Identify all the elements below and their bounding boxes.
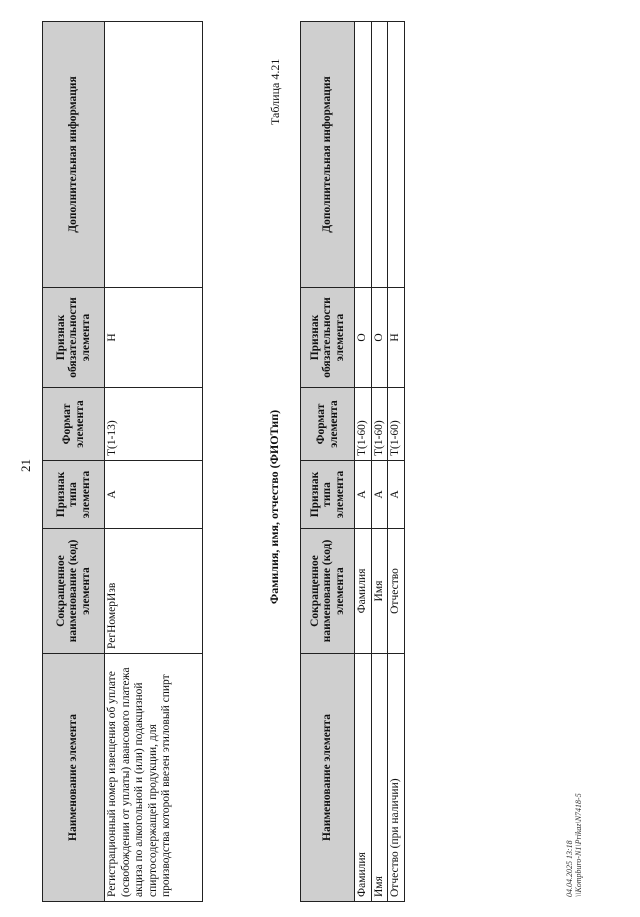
table-row bbox=[388, 22, 405, 902]
cell-info bbox=[105, 22, 203, 288]
header-name: Наименование элемента bbox=[301, 654, 355, 902]
table-title: Фамилия, имя, отчество (ФИОТип) bbox=[267, 409, 281, 605]
cell-info bbox=[355, 22, 372, 288]
cell-name: Имя bbox=[371, 654, 388, 902]
footer-path: \\Kompburo-N1\Prikaz\N7418-5 bbox=[574, 793, 583, 897]
table-caption: Таблица 4.21 bbox=[268, 58, 282, 125]
cell-type: А bbox=[105, 461, 203, 529]
cell-format: T(1-60) bbox=[371, 388, 388, 461]
header-type: Признак типа элемента bbox=[301, 461, 355, 529]
header-info: Дополнительная информация bbox=[43, 22, 105, 288]
cell-name: Фамилия bbox=[355, 654, 372, 902]
cell-format: T(1-13) bbox=[105, 388, 203, 461]
header-code: Сокращенное наименование (код) элемента bbox=[43, 529, 105, 654]
cell-code: Фамилия bbox=[355, 529, 372, 654]
cell-type: А bbox=[388, 461, 405, 529]
cell-info bbox=[388, 22, 405, 288]
cell-format: T(1-60) bbox=[388, 388, 405, 461]
cell-info bbox=[371, 22, 388, 288]
header-code: Сокращенное наименование (код) элемента bbox=[301, 529, 355, 654]
header-format: Формат элемента bbox=[301, 388, 355, 461]
cell-name: Регистрационный номер извещения об уплате (освобождении от уплаты) авансового платежа акциза по алкогольной и (или) подакцизной спиртосодержащей продукции, для производства которой ввезен этиловый спирт bbox=[105, 654, 203, 902]
cell-code: РегНомерИзв bbox=[105, 529, 203, 654]
footer-stamp bbox=[565, 793, 583, 897]
header-info: Дополнительная информация bbox=[301, 22, 355, 288]
cell-required: О bbox=[355, 288, 372, 388]
header-type: Признак типа элемента bbox=[43, 461, 105, 529]
cell-required: Н bbox=[388, 288, 405, 388]
cell-type: А bbox=[371, 461, 388, 529]
table-row bbox=[105, 22, 203, 902]
footer-date: 04.04.2025 13:18 bbox=[565, 840, 574, 897]
cell-type: А bbox=[355, 461, 372, 529]
cell-name: Отчество (при наличии) bbox=[388, 654, 405, 902]
table-header-row bbox=[43, 22, 105, 902]
header-format: Формат элемента bbox=[43, 388, 105, 461]
cell-required: Н bbox=[105, 288, 203, 388]
cell-required: О bbox=[371, 288, 388, 388]
table-row bbox=[371, 22, 388, 902]
cell-code: Имя bbox=[371, 529, 388, 654]
page-number: 21 bbox=[18, 459, 33, 472]
header-name: Наименование элемента bbox=[43, 654, 105, 902]
table-fio bbox=[300, 21, 405, 902]
cell-code: Отчество bbox=[388, 529, 405, 654]
cell-format: T(1-60) bbox=[355, 388, 372, 461]
table-registration bbox=[42, 21, 203, 902]
header-required: Признак обязательности элемента bbox=[301, 288, 355, 388]
header-required: Признак обязательности элемента bbox=[43, 288, 105, 388]
table-row bbox=[355, 22, 372, 902]
table-header-row bbox=[301, 22, 355, 902]
